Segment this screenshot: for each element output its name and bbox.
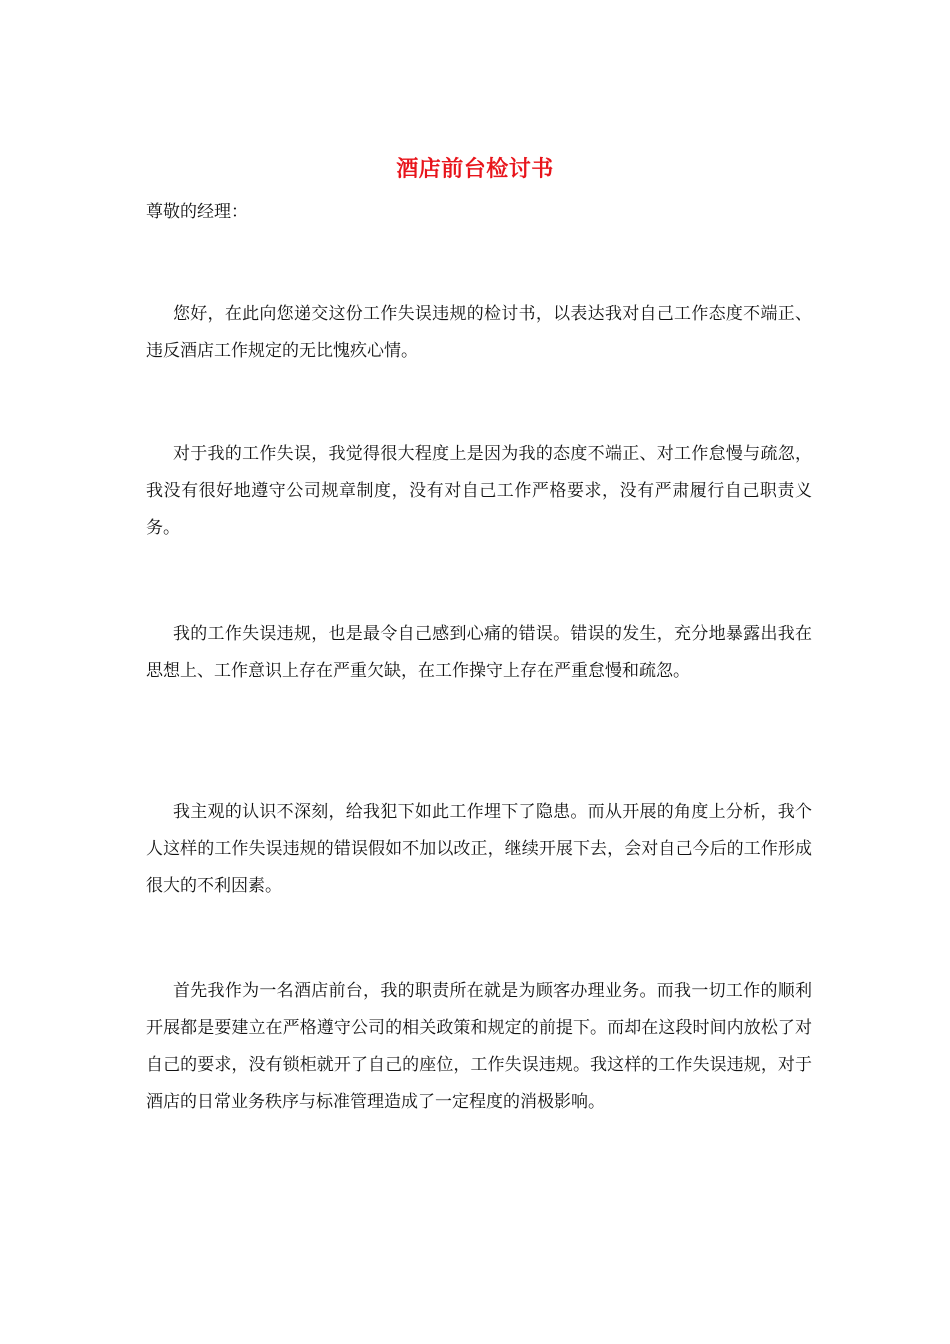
body-paragraph: 您好，在此向您递交这份工作失误违规的检讨书，以表达我对自己工作态度不端正、违反酒店工作规定的无比愧疚心情。 <box>146 304 812 361</box>
body-paragraph: 我主观的认识不深刻，给我犯下如此工作埋下了隐患。而从开展的角度上分析，我个人这样的工作失误违规的错误假如不加以改正，继续开展下去，会对自己今后的工作形成很大的不利因素。 <box>146 802 812 896</box>
body-paragraph: 我的工作失误违规，也是最令自己感到心痛的错误。错误的发生，充分地暴露出我在思想上、工作意识上存在严重欠缺，在工作操守上存在严重怠慢和疏忽。 <box>146 624 812 681</box>
body-paragraph: 对于我的工作失误，我觉得很大程度上是因为我的态度不端正、对工作怠慢与疏忽，我没有很好地遵守公司规章制度，没有对自己工作严格要求，没有严肃履行自己职责义务。 <box>146 444 812 538</box>
document-title: 酒店前台检讨书 <box>396 156 554 182</box>
body-paragraph: 首先我作为一名酒店前台，我的职责所在就是为顾客办理业务。而我一切工作的顺利开展都是要建立在严格遵守公司的相关政策和规定的前提下。而却在这段时间内放松了对自己的要求，没有锁柜就开了自己的座位，工作失误违规。我这样的工作失误违规，对于酒店的日常业务秩序与标准管理造成了一定程度的消极影响。 <box>146 981 812 1112</box>
salutation: 尊敬的经理： <box>146 202 248 222</box>
